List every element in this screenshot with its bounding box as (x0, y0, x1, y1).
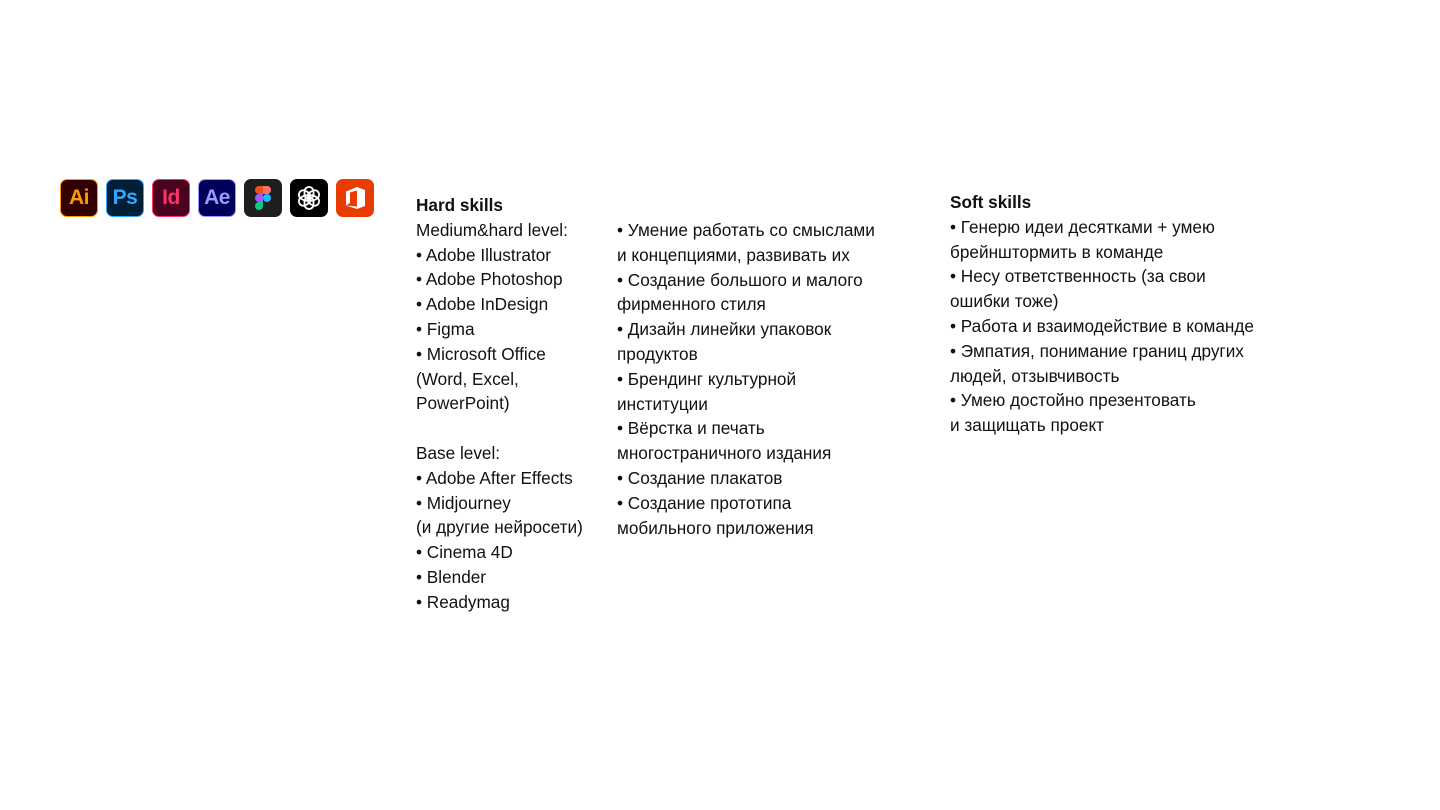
list-item: • Adobe InDesign (416, 294, 549, 315)
microsoft-office-icon (336, 179, 374, 217)
list-item: • Умение работать со смыслами (617, 220, 875, 240)
list-item: • Брендинг культурной (617, 368, 797, 389)
soft-skills-title: Soft skills (950, 192, 1032, 212)
hard-skills-title: Hard skills (416, 195, 503, 215)
list-item: • Генерю идеи десятками + умею (950, 216, 1215, 237)
list-item: и защищать проект (950, 415, 1105, 436)
list-item: • Blender (416, 566, 487, 587)
list-item: • Создание большого и малого (617, 269, 863, 290)
medium-level-label: Medium&hard level: (416, 219, 568, 240)
list-item: (Word, Excel, (416, 368, 519, 389)
list-item: и концепциями, развивать их (617, 244, 850, 265)
after-effects-icon-label: Ae (204, 186, 230, 209)
list-item: • Работа и взаимодействие в команде (950, 315, 1254, 336)
list-item: • Создание плакатов (617, 467, 783, 488)
soft-skills-column (950, 190, 1254, 438)
list-item: многостраничного издания (617, 443, 832, 464)
list-item: • Вёрстка и печать (617, 418, 765, 439)
list-item: ошибки тоже) (950, 291, 1059, 312)
chatgpt-icon (290, 179, 328, 217)
list-item: PowerPoint) (416, 393, 510, 414)
indesign-icon (152, 179, 190, 217)
software-icons-row (60, 179, 374, 217)
list-item: • Эмпатия, понимание границ других (950, 340, 1244, 361)
list-item: • Midjourney (416, 492, 511, 513)
spacer (416, 416, 583, 441)
photoshop-icon-label: Ps (112, 186, 138, 209)
base-level-label: Base level: (416, 442, 501, 463)
after-effects-icon (198, 179, 236, 217)
list-item: продуктов (617, 343, 698, 364)
list-item: • Microsoft Office (416, 343, 546, 364)
list-item: фирменного стиля (617, 294, 766, 315)
list-item: людей, отзывчивость (950, 365, 1120, 386)
chatgpt-logo-glyph (295, 184, 323, 212)
photoshop-icon (106, 179, 144, 217)
list-item: • Adobe Illustrator (416, 244, 551, 265)
illustrator-icon (60, 179, 98, 217)
list-item: мобильного приложения (617, 517, 814, 538)
list-item: институции (617, 393, 708, 414)
list-item: • Дизайн линейки упаковок (617, 319, 832, 340)
figma-icon (244, 179, 282, 217)
list-item: • Cinema 4D (416, 542, 513, 563)
list-item: • Умею достойно презентовать (950, 390, 1196, 411)
hard-skills-column (416, 193, 583, 615)
list-item: (и другие нейросети) (416, 517, 583, 538)
list-item: • Figma (416, 318, 475, 339)
list-item: • Adobe After Effects (416, 467, 573, 488)
figma-logo-glyph (255, 186, 271, 210)
office-logo-glyph (344, 186, 366, 210)
competencies-column (617, 218, 875, 540)
list-item: • Создание прототипа (617, 492, 792, 513)
list-item: • Readymag (416, 591, 510, 612)
illustrator-icon-label: Ai (69, 186, 89, 209)
indesign-icon-label: Id (162, 186, 180, 209)
list-item: брейнштормить в команде (950, 241, 1164, 262)
list-item: • Adobe Photoshop (416, 269, 563, 290)
list-item: • Несу ответственность (за свои (950, 266, 1206, 287)
